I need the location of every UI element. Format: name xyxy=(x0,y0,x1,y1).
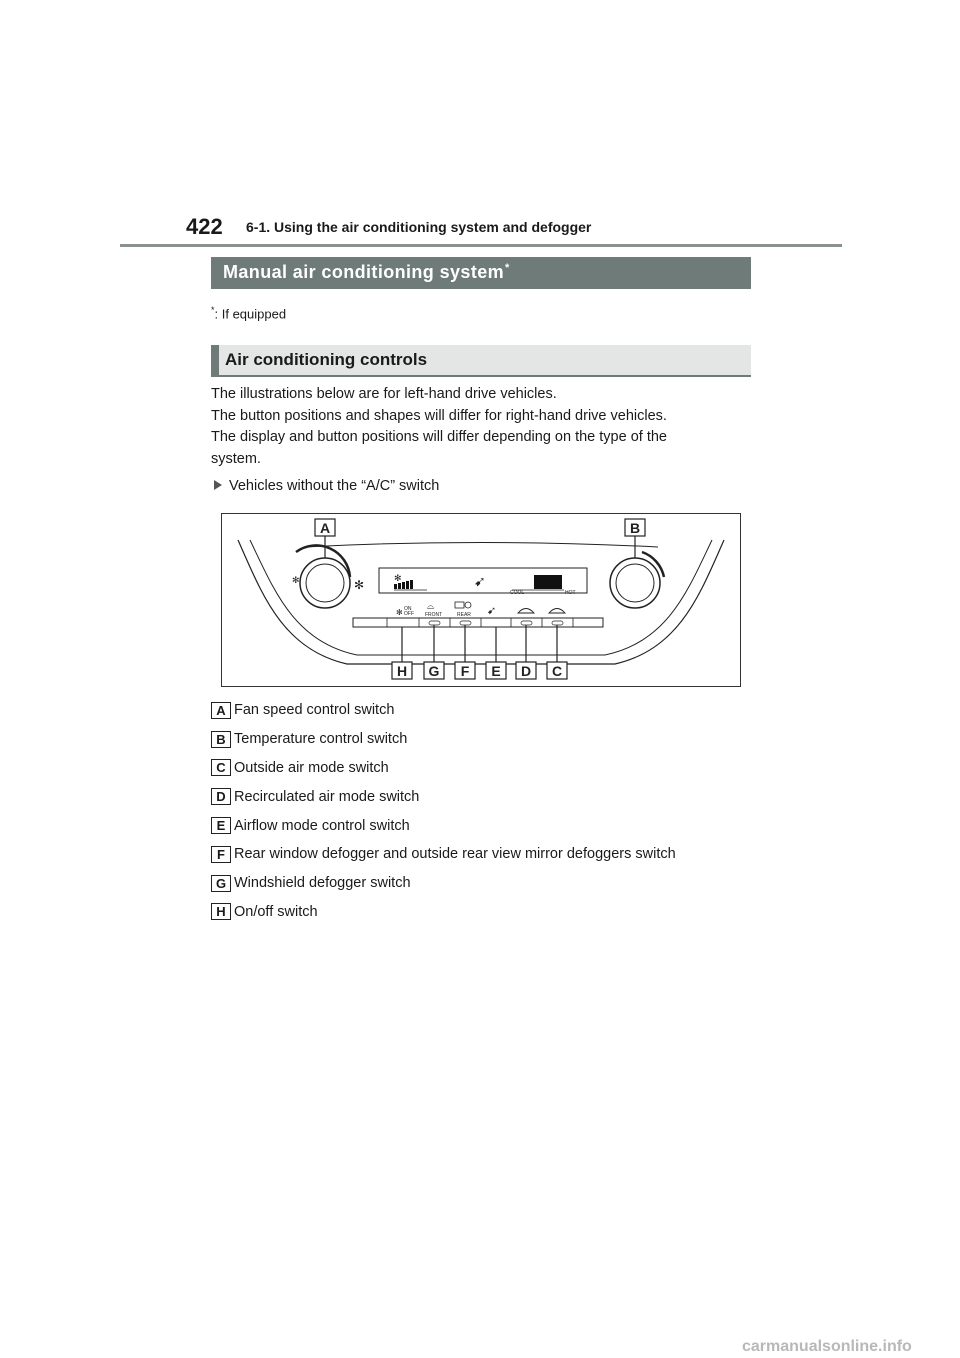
button-off-label: OFF xyxy=(404,611,414,617)
legend-key: D xyxy=(211,788,231,805)
intro-line: system. xyxy=(211,451,261,468)
site-watermark: carmanualsonline.info xyxy=(742,1338,912,1355)
intro-line: The illustrations below are for left-hand drive vehicles. xyxy=(211,386,557,402)
outside-air-icon xyxy=(549,609,565,614)
intro-line: The button positions and shapes will differ for right-hand drive vehicles. xyxy=(211,407,667,424)
callout-d-label: D xyxy=(520,663,532,679)
rear-defogger-icon xyxy=(455,602,464,608)
control-panel-illustration xyxy=(221,513,741,687)
button-rear-label: REAR xyxy=(457,612,471,618)
airflow-mode-icon: ➹ xyxy=(487,605,497,617)
fan-low-icon: ✻ xyxy=(292,575,300,585)
callout-e-label: E xyxy=(491,663,501,679)
callout-h-label: H xyxy=(396,663,408,679)
callout-g-label: G xyxy=(428,663,440,679)
legend-item xyxy=(211,811,676,840)
legend-key: F xyxy=(211,846,231,863)
fan-high-icon: ✻ xyxy=(354,578,365,592)
legend-item xyxy=(211,754,676,783)
intro-paragraph xyxy=(211,384,751,471)
legend-label: Rear window defogger and outside rear view mirror defoggers switch xyxy=(234,846,676,863)
footnote-text: : If equipped xyxy=(214,306,287,322)
section-title: Manual air conditioning system xyxy=(223,262,505,282)
windshield-defogger-icon: ⌓ xyxy=(427,601,435,611)
fan-display-icon: ✻ xyxy=(394,573,402,583)
legend-item xyxy=(211,782,676,811)
section-heading xyxy=(211,257,751,289)
legend-label: Airflow mode control switch xyxy=(234,817,410,834)
legend-label: Fan speed control switch xyxy=(234,702,395,719)
footnote-mark: * xyxy=(211,305,215,315)
panel-top-edge xyxy=(304,543,658,548)
callout-a-label: A xyxy=(319,520,331,536)
recirculated-air-icon xyxy=(518,609,534,614)
subsection-title: Air conditioning controls xyxy=(225,350,428,369)
variant-bullet-text: Vehicles without the “A/C” switch xyxy=(229,478,440,494)
legend-label: On/off switch xyxy=(234,903,318,920)
legend-item xyxy=(211,725,676,754)
intro-line: The display and button positions will differ depending on the type of the xyxy=(211,429,667,446)
button-front-label: FRONT xyxy=(425,612,443,618)
callout-c-label: C xyxy=(551,663,563,679)
legend-label: Windshield defogger switch xyxy=(234,875,411,892)
power-fan-icon: ✻ xyxy=(396,608,403,617)
subsection-heading xyxy=(211,345,751,377)
temperature-knob xyxy=(610,552,664,608)
page-number: 422 xyxy=(186,214,223,239)
button-on-label: ON xyxy=(404,606,412,612)
fan-speed-knob xyxy=(296,545,350,608)
legend-item xyxy=(211,696,676,725)
callout-b-label: B xyxy=(629,520,641,536)
legend-item xyxy=(211,869,676,898)
legend-key: E xyxy=(211,817,231,834)
chapter-title: 6-1. Using the air conditioning system and defogger xyxy=(246,219,592,235)
legend-label: Outside air mode switch xyxy=(234,759,389,776)
legend-item xyxy=(211,898,676,927)
legend-key: B xyxy=(211,731,231,748)
legend-label: Temperature control switch xyxy=(234,731,408,748)
section-title-mark: * xyxy=(505,262,510,274)
variant-bullet xyxy=(214,478,439,494)
callout-f-label: F xyxy=(460,663,470,679)
legend-label: Recirculated air mode switch xyxy=(234,788,420,805)
bullet-triangle-icon xyxy=(214,480,222,490)
header-divider xyxy=(120,244,842,247)
display-hot-label: HOT xyxy=(565,590,576,596)
legend-key: G xyxy=(211,875,231,892)
legend-item xyxy=(211,840,676,869)
callout-legend xyxy=(211,696,676,926)
legend-key: C xyxy=(211,759,231,776)
mirror-defogger-icon xyxy=(465,602,471,608)
button-strip xyxy=(353,618,603,627)
footnote xyxy=(211,305,286,321)
display-cool-label: COOL xyxy=(510,590,525,596)
airflow-display-icon: ➹ xyxy=(474,573,486,589)
legend-key: A xyxy=(211,702,231,719)
legend-key: H xyxy=(211,903,231,920)
